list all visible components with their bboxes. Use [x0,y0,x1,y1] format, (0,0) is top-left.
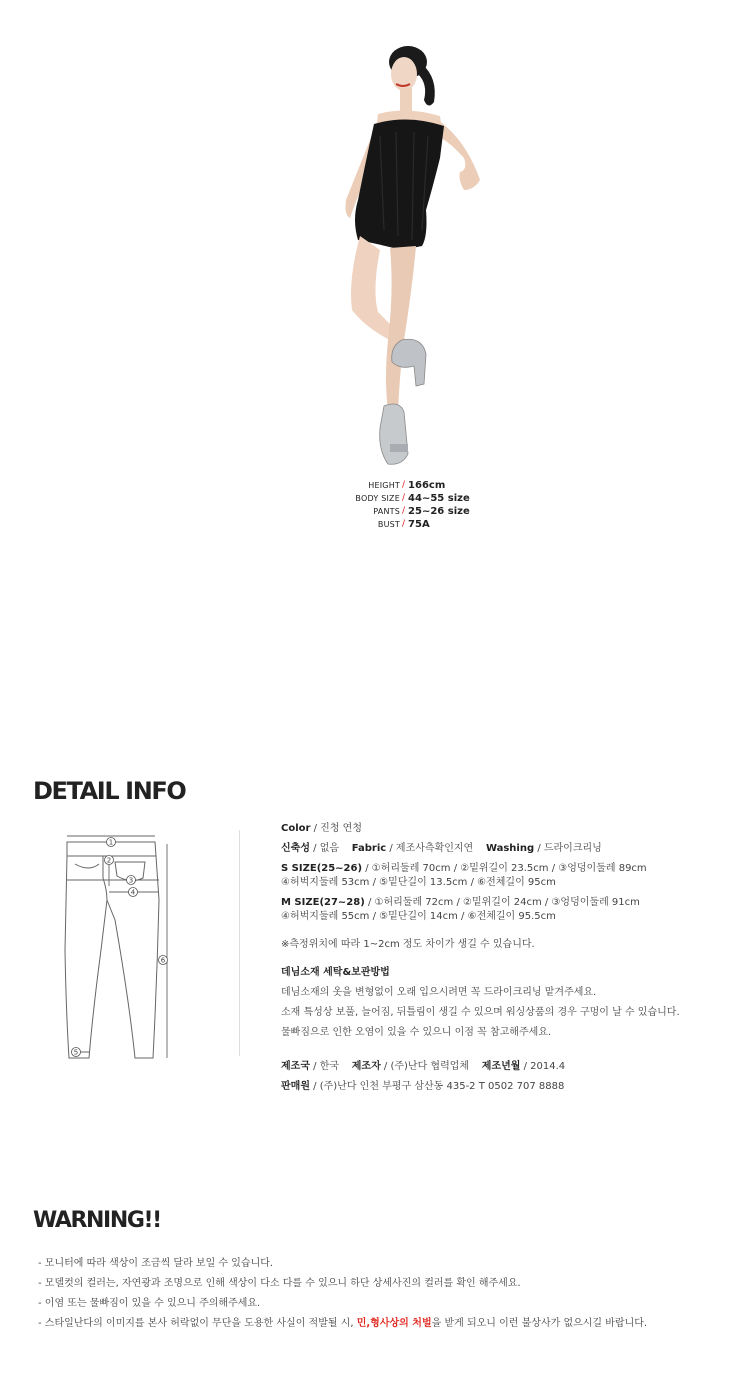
stat-value: 75A [408,519,430,530]
marker-2: 2 [106,856,112,865]
warning-list [38,1254,738,1334]
product-info [281,822,741,1094]
stat-body-size: BODY SIZE / 44~55 size [300,492,500,505]
color-row: Color / 진청 연청 [281,823,362,834]
stat-label: PANTS [373,507,400,516]
model-photo [318,40,498,480]
m-size-row: M SIZE(27~28) / ①허리둘레 72cm / ②밑위길이 24cm / ③엉덩이둘레 91cm [281,897,640,908]
stat-value: 25~26 size [408,506,470,517]
detail-info-heading: DETAIL INFO [33,777,186,805]
care-title: 데님소재 세탁&보관방법 [281,967,390,978]
warning-item: - 스타일난다의 이미지를 본사 허락없이 무단을 도용한 사실이 적발될 시, 민,형사상의 처벌을 받게 되오니 이런 불상사가 없으시길 바랍니다. [38,1318,648,1329]
marker-6: 6 [160,956,166,965]
warning-item: - 이염 또는 물빠짐이 있을 수 있으니 주의해주세요. [38,1298,261,1309]
seller-row: 판매원 / (주)난다 인천 부평구 삼산동 435-2 T 0502 707 8888 [281,1081,565,1092]
care-line: 물빠짐으로 인한 오염이 있을 수 있으니 이점 꼭 참고해주세요. [281,1027,552,1038]
marker-3: 3 [128,876,134,885]
stat-bust: BUST / 75A [300,518,500,531]
warning-heading: WARNING!! [33,1208,161,1233]
model-stats [300,479,500,531]
care-line: 소재 특성상 보풀, 늘어짐, 뒤틀림이 생길 수 있으며 워싱상품의 경우 구멍이 날 수 있습니다. [281,1007,680,1018]
manufacture-row: 제조국 / 한국 제조자 / (주)난다 협력업체 제조년월 / 2014.4 [281,1061,566,1072]
marker-4: 4 [130,888,136,897]
warning-item: - 모델컷의 컬러는, 자연광과 조명으로 인해 색상이 다소 다를 수 있으니 하단 상세사진의 컬러를 확인 해주세요. [38,1278,521,1289]
stat-label: BUST [377,520,400,529]
marker-1: 1 [108,838,114,847]
warning-item: - 모니터에 따라 색상이 조금씩 달라 보일 수 있습니다. [38,1258,274,1269]
stat-height: HEIGHT / 166cm [300,479,500,492]
pants-measurement-diagram [45,830,195,1070]
care-line: 데님소재의 옷을 변형없이 오래 입으시려면 꼭 드라이크리닝 맡겨주세요. [281,987,597,998]
stat-value: 44~55 size [408,493,470,504]
material-row: 신축성 / 없음 Fabric / 제조사측확인지연 Washing / 드라이크리닝 [281,843,602,854]
measurement-note: ※측정위치에 따라 1~2cm 정도 차이가 생길 수 있습니다. [281,939,535,950]
stat-label: BODY SIZE [355,494,400,503]
stat-value: 166cm [408,480,446,491]
stat-pants: PANTS / 25~26 size [300,505,500,518]
stat-label: HEIGHT [368,481,400,490]
s-size-row: S SIZE(25~26) / ①허리둘레 70cm / ②밑위길이 23.5cm / ③엉덩이둘레 89cm [281,863,647,874]
marker-5: 5 [73,1048,79,1057]
divider-line [239,830,240,1056]
s-size-row-2: ④허벅지둘레 53cm / ⑤밑단길이 13.5cm / ⑥전체길이 95cm [281,877,556,888]
m-size-row-2: ④허벅지둘레 55cm / ⑤밑단길이 14cm / ⑥전체길이 95.5cm [281,911,556,922]
